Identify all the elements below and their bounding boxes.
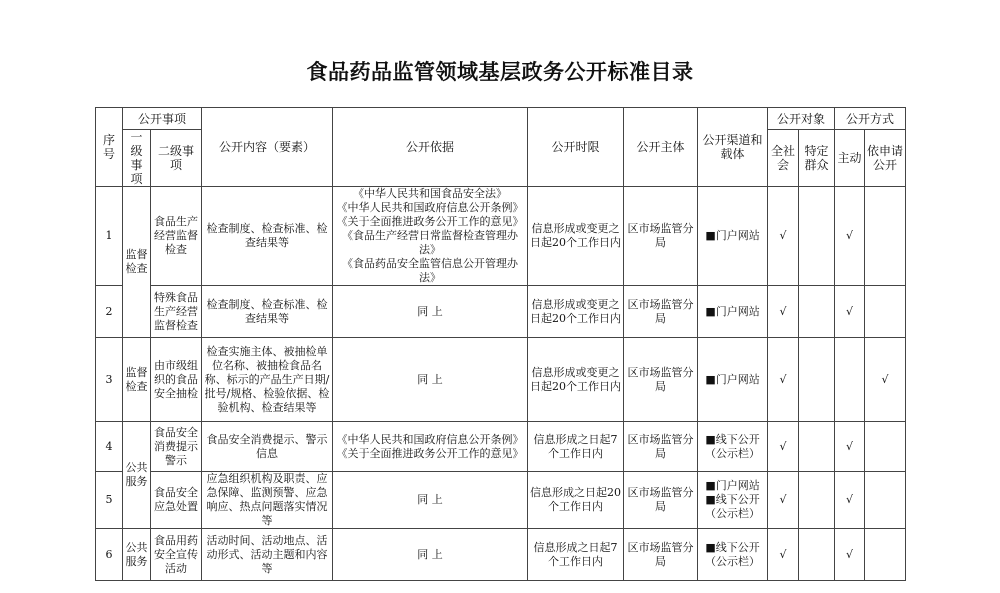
level2-cell: 食品用药安全宣传活动	[151, 529, 202, 581]
check-active: √	[835, 529, 865, 581]
channel-cell	[698, 529, 768, 581]
page-title: 食品药品监管领域基层政务公开标准目录	[306, 60, 694, 84]
level1-cell: 监督检查	[123, 187, 151, 338]
channel-line: （公示栏）	[705, 446, 761, 460]
row-number: 1	[96, 187, 123, 286]
row-number: 6	[96, 529, 123, 581]
table-row	[96, 286, 906, 338]
basis-cell	[333, 187, 528, 286]
subject-cell: 区市场监管分局	[624, 472, 698, 529]
check-all: √	[768, 422, 799, 472]
content-cell: 食品安全消费提示、警示信息	[202, 422, 333, 472]
basis-cell: 同 上	[333, 286, 528, 338]
header-channel: 公开渠道和载体	[698, 108, 768, 187]
channel-line: ■门户网站	[705, 229, 760, 242]
channel-line: ■线下公开	[705, 540, 760, 554]
header-mode-active: 主动	[835, 130, 865, 187]
check-all: √	[768, 338, 799, 422]
table-row	[96, 187, 906, 286]
subject-cell: 区市场监管分局	[624, 338, 698, 422]
header-target-group: 特定群众	[799, 130, 835, 187]
level2-cell: 特殊食品生产经营监督检查	[151, 286, 202, 338]
content-cell: 检查制度、检查标准、检查结果等	[202, 187, 333, 286]
table-row	[96, 472, 906, 529]
content-cell: 应急组织机构及职责、应急保障、监测预警、应急响应、热点问题落实情况等	[202, 472, 333, 529]
time-limit-cell: 信息形成或变更之日起20个工作日内	[528, 338, 624, 422]
table-row	[96, 422, 906, 472]
check-apply	[865, 187, 906, 286]
level2-cell: 食品安全应急处置	[151, 472, 202, 529]
channel-line: ■门户网站	[705, 479, 760, 492]
subject-cell: 区市场监管分局	[624, 529, 698, 581]
subject-cell: 区市场监管分局	[624, 286, 698, 338]
content-cell: 活动时间、活动地点、活动形式、活动主题和内容等	[202, 529, 333, 581]
basis-line: 《关于全面推进政务公开工作的意见》	[336, 215, 524, 228]
subject-cell: 区市场监管分局	[624, 422, 698, 472]
channel-line: （公示栏）	[705, 507, 761, 520]
level2-cell: 由市级组织的食品安全抽检	[151, 338, 202, 422]
header-level1: 一级事项	[123, 130, 151, 187]
channel-line: ■线下公开	[705, 493, 760, 506]
level2-cell: 食品生产经营监督检查	[151, 187, 202, 286]
header-subject: 公开主体	[624, 108, 698, 187]
channel-line: ■线下公开	[705, 432, 760, 446]
subject-cell: 区市场监管分局	[624, 187, 698, 286]
check-group	[799, 187, 835, 286]
header-row-1	[96, 108, 906, 130]
check-group	[799, 422, 835, 472]
row-number: 3	[96, 338, 123, 422]
channel-cell	[698, 422, 768, 472]
level2-cell: 食品安全消费提示警示	[151, 422, 202, 472]
check-all: √	[768, 472, 799, 529]
table-row	[96, 529, 906, 581]
basis-cell	[333, 422, 528, 472]
channel-line: （公示栏）	[705, 554, 761, 568]
channel-cell	[698, 187, 768, 286]
check-group	[799, 472, 835, 529]
basis-cell: 同 上	[333, 338, 528, 422]
time-limit-cell: 信息形成之日起7个工作日内	[528, 529, 624, 581]
header-time-limit: 公开时限	[528, 108, 624, 187]
check-apply	[865, 529, 906, 581]
channel-cell: ■门户网站	[698, 338, 768, 422]
basis-line: 《关于全面推进政务公开工作的意见》	[336, 446, 524, 460]
header-mode: 公开方式	[835, 108, 906, 130]
time-limit-cell: 信息形成或变更之日起20个工作日内	[528, 187, 624, 286]
catalog-table	[95, 107, 906, 581]
level1-cell: 监督检查	[123, 338, 151, 422]
header-content: 公开内容（要素）	[202, 108, 333, 187]
check-active: √	[835, 472, 865, 529]
basis-cell: 同 上	[333, 529, 528, 581]
header-mode-apply: 依申请公开	[865, 130, 906, 187]
content-cell: 检查制度、检查标准、检查结果等	[202, 286, 333, 338]
table-row	[96, 338, 906, 422]
check-active: √	[835, 422, 865, 472]
basis-line: 《中华人民共和国食品安全法》	[353, 187, 508, 200]
header-target: 公开对象	[768, 108, 835, 130]
level1-cell: 公共服务	[123, 422, 151, 529]
row-number: 2	[96, 286, 123, 338]
check-group	[799, 529, 835, 581]
time-limit-cell: 信息形成之日起7个工作日内	[528, 422, 624, 472]
time-limit-cell: 信息形成之日起20个工作日内	[528, 472, 624, 529]
check-active: √	[835, 286, 865, 338]
check-group	[799, 286, 835, 338]
header-level2: 二级事项	[151, 130, 202, 187]
time-limit-cell: 信息形成或变更之日起20个工作日内	[528, 286, 624, 338]
check-apply	[865, 472, 906, 529]
check-active	[835, 338, 865, 422]
check-apply	[865, 286, 906, 338]
basis-line: 《食品药品安全监管信息公开管理办法》	[342, 257, 519, 284]
header-target-all: 全社会	[768, 130, 799, 187]
level1-cell: 公共服务	[123, 529, 151, 581]
basis-line: 《食品生产经营日常监督检查管理办法》	[342, 229, 519, 256]
check-apply: √	[865, 338, 906, 422]
check-group	[799, 338, 835, 422]
check-apply	[865, 422, 906, 472]
channel-cell: ■门户网站	[698, 286, 768, 338]
header-public-item: 公开事项	[123, 108, 202, 130]
content-cell: 检查实施主体、被抽检单位名称、被抽检食品名称、标示的产品生产日期/批号/规格、检验依据、检验机构、检查结果等	[202, 338, 333, 422]
header-seq: 序号	[96, 108, 123, 187]
basis-line: 《中华人民共和国政府信息公开条例》	[336, 201, 524, 214]
check-active: √	[835, 187, 865, 286]
channel-cell	[698, 472, 768, 529]
basis-cell: 同 上	[333, 472, 528, 529]
row-number: 5	[96, 472, 123, 529]
check-all: √	[768, 187, 799, 286]
header-basis: 公开依据	[333, 108, 528, 187]
basis-line: 《中华人民共和国政府信息公开条例》	[336, 432, 524, 446]
check-all: √	[768, 286, 799, 338]
check-all: √	[768, 529, 799, 581]
row-number: 4	[96, 422, 123, 472]
